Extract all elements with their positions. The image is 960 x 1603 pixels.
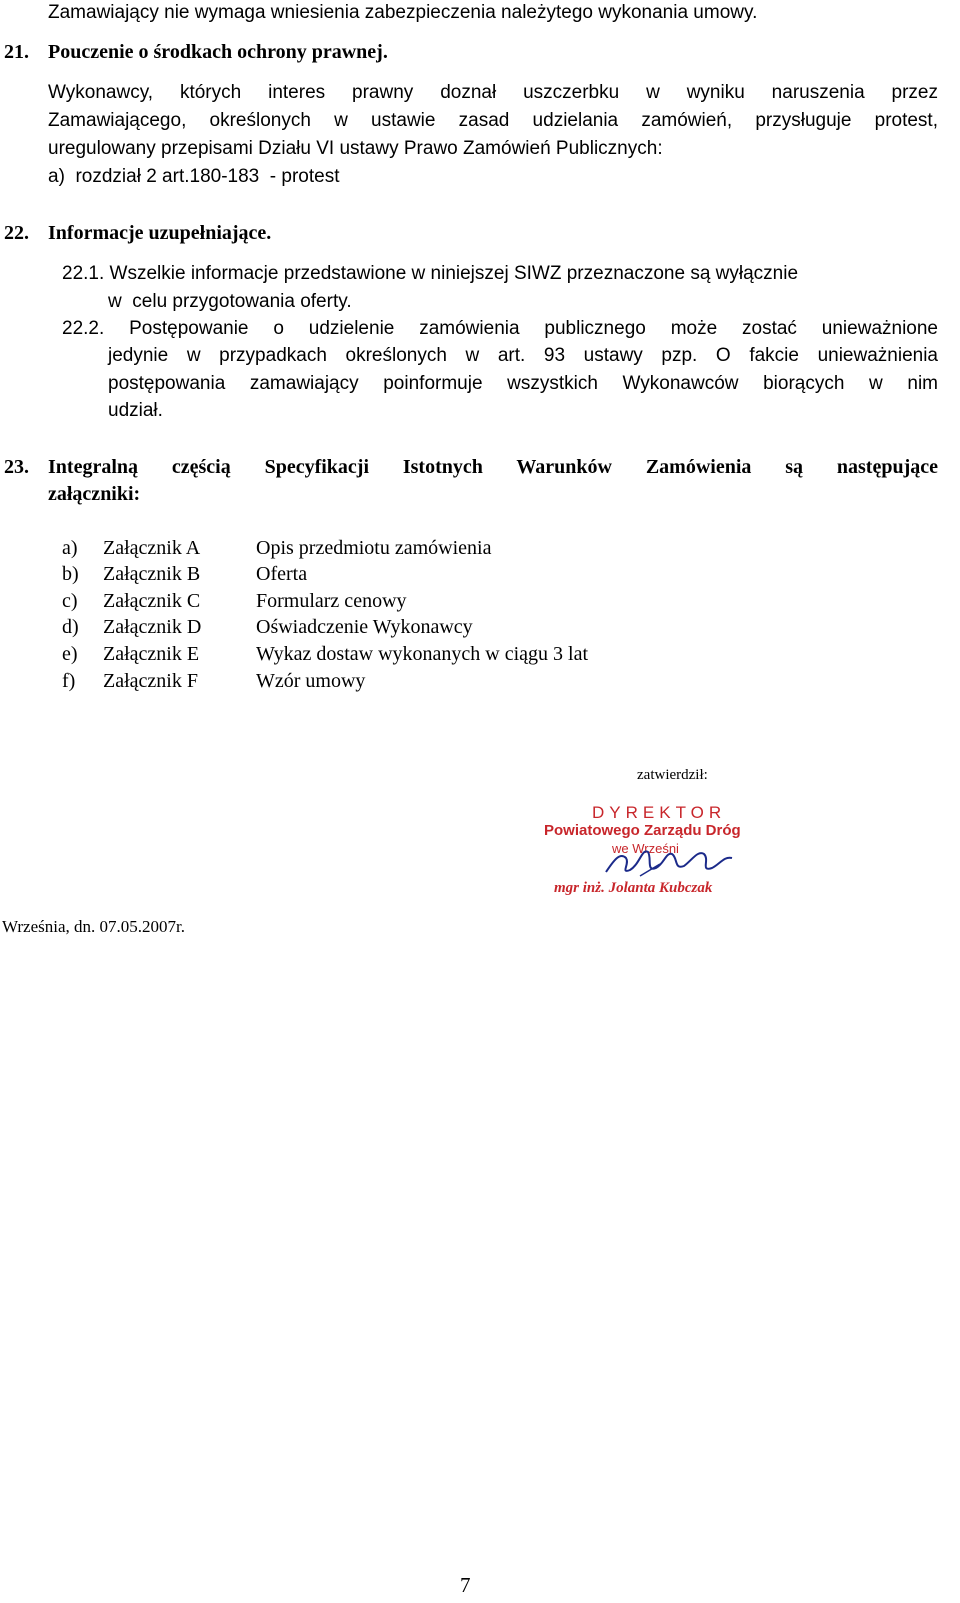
approval-label: zatwierdził:	[637, 767, 708, 783]
section-22-2-line-2: jedynie w przypadkach określonych w art. 93 ustawy pzp. O fakcie unieważnienia	[108, 345, 938, 366]
attachment-desc: Wykaz dostaw wykonanych w ciągu 3 lat	[256, 643, 589, 665]
attachment-name: Załącznik F	[103, 670, 198, 692]
page-number: 7	[460, 1573, 471, 1597]
section-22-2-line-4: udział.	[108, 400, 163, 421]
stamp-line-3: we Wrześni	[612, 841, 679, 856]
section-21-line-3: uregulowany przepisami Działu VI ustawy Prawo Zamówień Publicznych:	[48, 138, 663, 159]
director-stamp	[540, 798, 780, 928]
section-21-line-1: Wykonawcy, których interes prawny doznał uszczerbku w wyniku naruszenia przez	[48, 82, 938, 103]
attachment-letter: d)	[62, 616, 79, 638]
section-23-title-line-1: Integralną częścią Specyfikacji Istotnych Warunków Zamówienia są następujące	[48, 456, 938, 478]
attachment-name: Załącznik C	[103, 590, 201, 612]
stamp-name: mgr inż. Jolanta Kubczak	[554, 880, 713, 896]
attachment-desc: Formularz cenowy	[256, 590, 407, 612]
attachment-desc: Wzór umowy	[256, 670, 366, 692]
section-21-title: Pouczenie o środkach ochrony prawnej.	[48, 41, 388, 63]
section-21-number: 21.	[4, 41, 29, 63]
stamp-title: DYREKTOR	[592, 803, 727, 822]
attachment-name: Załącznik B	[103, 563, 201, 585]
section-23-title-line-2: załączniki:	[48, 483, 141, 505]
section-22-1-line-1: 22.1. Wszelkie informacje przedstawione w niniejszej SIWZ przeznaczone są wyłącznie	[62, 263, 799, 284]
list-item	[62, 616, 662, 642]
section-22-2-line-3: postępowania zamawiający poinformuje wszystkich Wykonawców biorących w nim	[108, 373, 938, 394]
place-date: Września, dn. 07.05.2007r.	[2, 917, 185, 936]
attachment-name: Załącznik D	[103, 616, 202, 638]
stamp-line-2: Powiatowego Zarządu Dróg	[544, 822, 741, 839]
list-item	[62, 670, 662, 696]
attachment-letter: b)	[62, 563, 79, 585]
section-22-number: 22.	[4, 222, 29, 244]
attachment-name: Załącznik E	[103, 643, 200, 665]
attachment-letter: a)	[62, 537, 78, 559]
section-22-title: Informacje uzupełniające.	[48, 222, 272, 244]
list-item	[62, 643, 662, 669]
attachment-desc: Opis przedmiotu zamówienia	[256, 537, 492, 559]
section-22-2-line-1: 22.2. Postępowanie o udzielenie zamówienia publicznego może zostać unieważnione	[62, 318, 938, 339]
section-21-item-a: a) rozdział 2 art.180-183 - protest	[48, 166, 340, 187]
attachment-letter: e)	[62, 643, 78, 665]
attachment-desc: Oświadczenie Wykonawcy	[256, 616, 473, 638]
intro-line: Zamawiający nie wymaga wniesienia zabezpieczenia należytego wykonania umowy.	[48, 2, 758, 23]
attachment-name: Załącznik A	[103, 537, 201, 559]
section-22-1-line-2: w celu przygotowania oferty.	[108, 291, 352, 312]
section-23-number: 23.	[4, 456, 29, 478]
list-item	[62, 590, 662, 616]
attachment-letter: f)	[62, 670, 76, 692]
attachment-letter: c)	[62, 590, 78, 612]
attachment-desc: Oferta	[256, 563, 308, 585]
list-item	[62, 537, 662, 563]
list-item	[62, 563, 662, 589]
section-21-line-2: Zamawiającego, określonych w ustawie zasad udzielania zamówień, przysługuje protest,	[48, 110, 938, 131]
